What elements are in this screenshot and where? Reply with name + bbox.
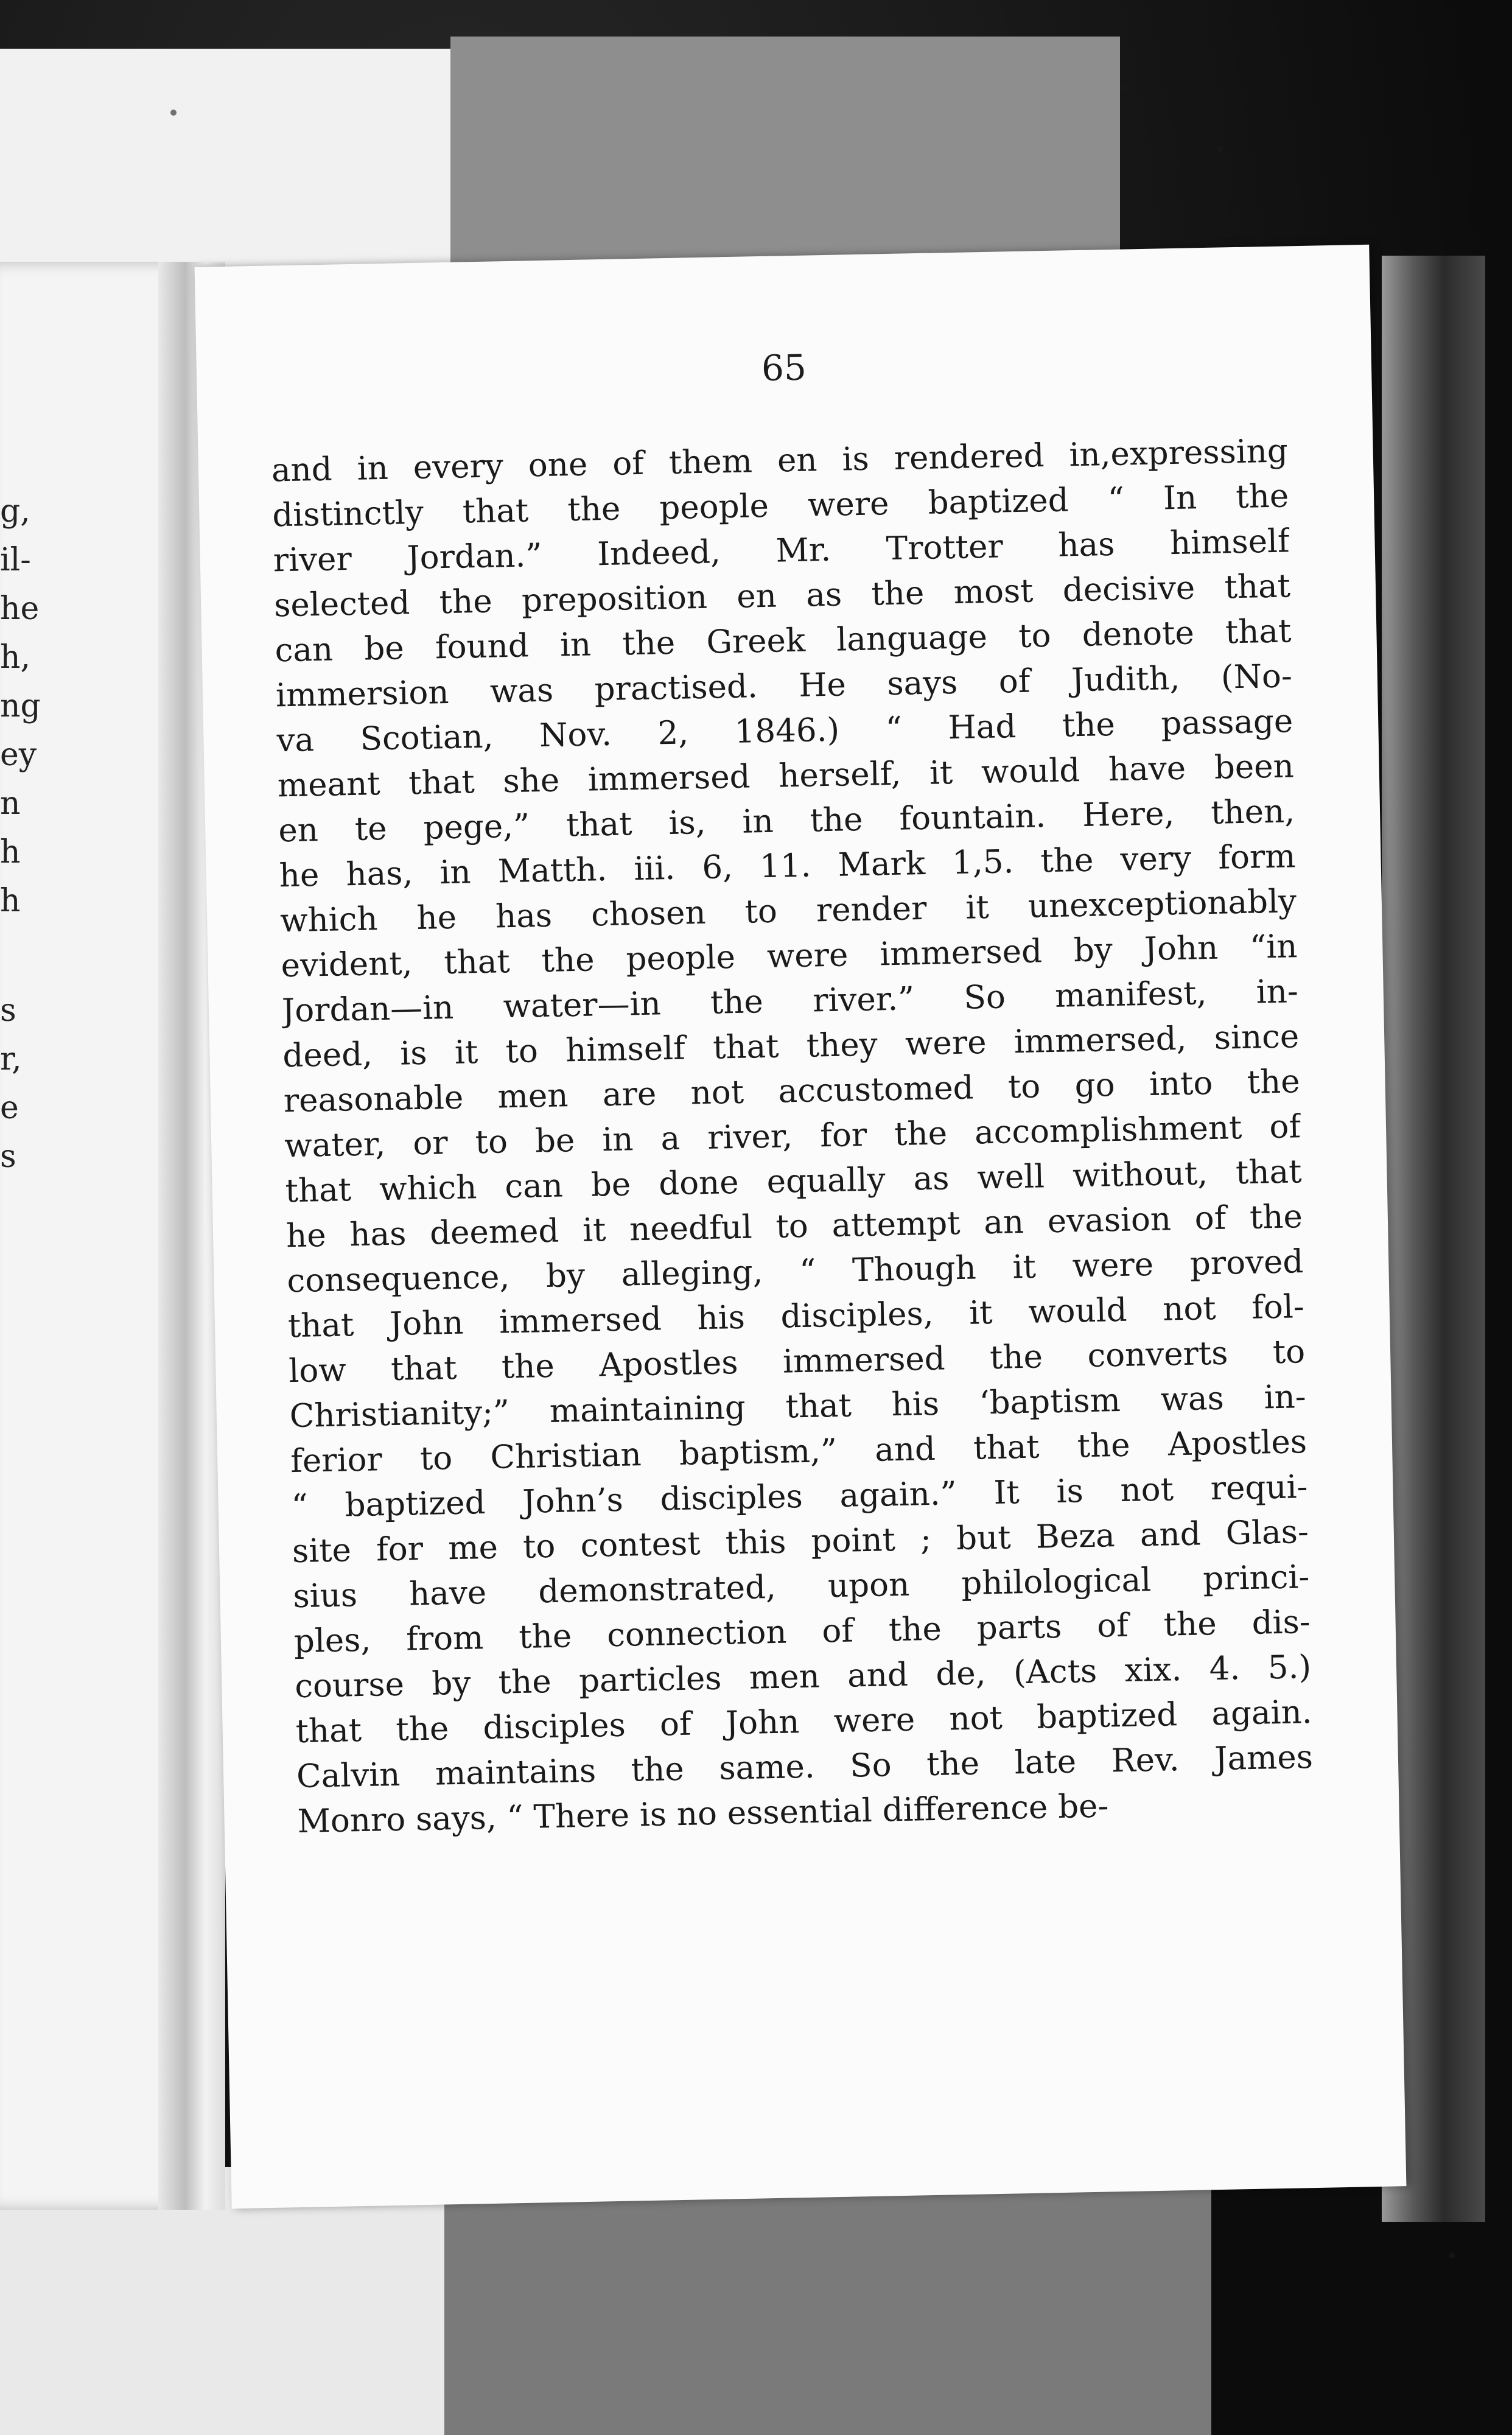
text-line: low that the Apostles immersed the converts to (288, 1333, 1306, 1390)
text-line: he has, in Matth. iii. 6, 11. Mark 1,5. the very form (279, 838, 1297, 895)
scan-speck (170, 110, 177, 116)
left-page-fragment: r, (0, 1041, 22, 1077)
left-page-fragment: h (0, 883, 21, 919)
left-page-fragment: ng (0, 688, 41, 724)
page-number: 65 (761, 346, 807, 389)
text-line: va Scotian, Nov. 2, 1846.) “ Had the passage (276, 702, 1293, 760)
scan-speck (1217, 146, 1223, 152)
text-line: consequence, by alleging, “ Though it were proved (286, 1243, 1304, 1300)
text-line: that the disciples of John were not baptized again. (295, 1694, 1313, 1751)
text-line: water, or to be in a river, for the accomplishment of (284, 1108, 1301, 1165)
left-page-fragment: h (0, 834, 21, 871)
text-line: Jordan—in water—in the river.” So manifest, in- (281, 973, 1299, 1030)
left-page-fragment: s (0, 992, 16, 1029)
background-paper-top (0, 49, 463, 268)
text-line: reasonable men are not accustomed to go into the (283, 1063, 1301, 1120)
left-page-fragment: ey (0, 737, 37, 773)
text-line: “ baptized John’s disciples again.” It is not requi- (291, 1468, 1308, 1526)
text-line: and in every one of them en is rendered in,expressing (271, 432, 1289, 489)
right-page (195, 245, 1407, 2209)
text-line: can be found in the Greek language to denote that (275, 612, 1292, 670)
text-line: selected the preposition en as the most decisive that (273, 567, 1291, 625)
text-line: Christianity;” maintaining that his ‘baptism was in- (289, 1378, 1307, 1435)
text-line: ples, from the connection of the parts of the dis- (293, 1603, 1311, 1661)
text-line: that which can be done equally as well without, that (285, 1153, 1303, 1210)
text-line: deed, is it to himself that they were immersed, since (282, 1018, 1300, 1075)
left-page-fragment: g, (0, 493, 30, 530)
text-line: river Jordan.” Indeed, Mr. Trotter has himself (273, 522, 1290, 580)
background-board-bottom (444, 2167, 1211, 2435)
text-line: meant that she immersed herself, it would have been (277, 748, 1295, 805)
text-line: ferior to Christian baptism,” and that the Apostles (290, 1423, 1307, 1480)
text-line: he has deemed it needful to attempt an evasion of the (285, 1198, 1303, 1255)
text-line: course by the particles men and de, (Acts xix. 4. 5.) (294, 1648, 1312, 1706)
left-page-fragment: h, (0, 639, 31, 676)
text-line: site for me to contest this point ; but Beza and Glas- (292, 1513, 1309, 1571)
scan-speck (1120, 85, 1126, 91)
body-text (271, 429, 1314, 1845)
text-line: that John immersed his disciples, it would not fol- (287, 1288, 1305, 1345)
text-line: sius have demonstrated, upon philological princi- (292, 1558, 1310, 1616)
left-page-fragment: he (0, 590, 40, 627)
scan-speck (1449, 2252, 1455, 2258)
text-line: distinctly that the people were baptized “ In the (271, 477, 1289, 534)
left-page-fragment: n (0, 785, 21, 822)
text-line: en te pege,” that is, in the fountain. Here, then, (278, 793, 1295, 850)
text-line: immersion was practised. He says of Judith, (No- (275, 657, 1293, 715)
text-line: Calvin maintains the same. So the late Rev. James (296, 1739, 1314, 1796)
left-page-fragment: s (0, 1138, 16, 1175)
text-line: evident, that the people were immersed by John “in (281, 928, 1298, 985)
left-page-fragment: il- (0, 542, 31, 578)
text-line: which he has chosen to render it unexceptionably (279, 883, 1297, 940)
left-page-fragment: e (0, 1090, 19, 1126)
text-line: Monro says, “ There is no essential difference be- (297, 1787, 1109, 1841)
